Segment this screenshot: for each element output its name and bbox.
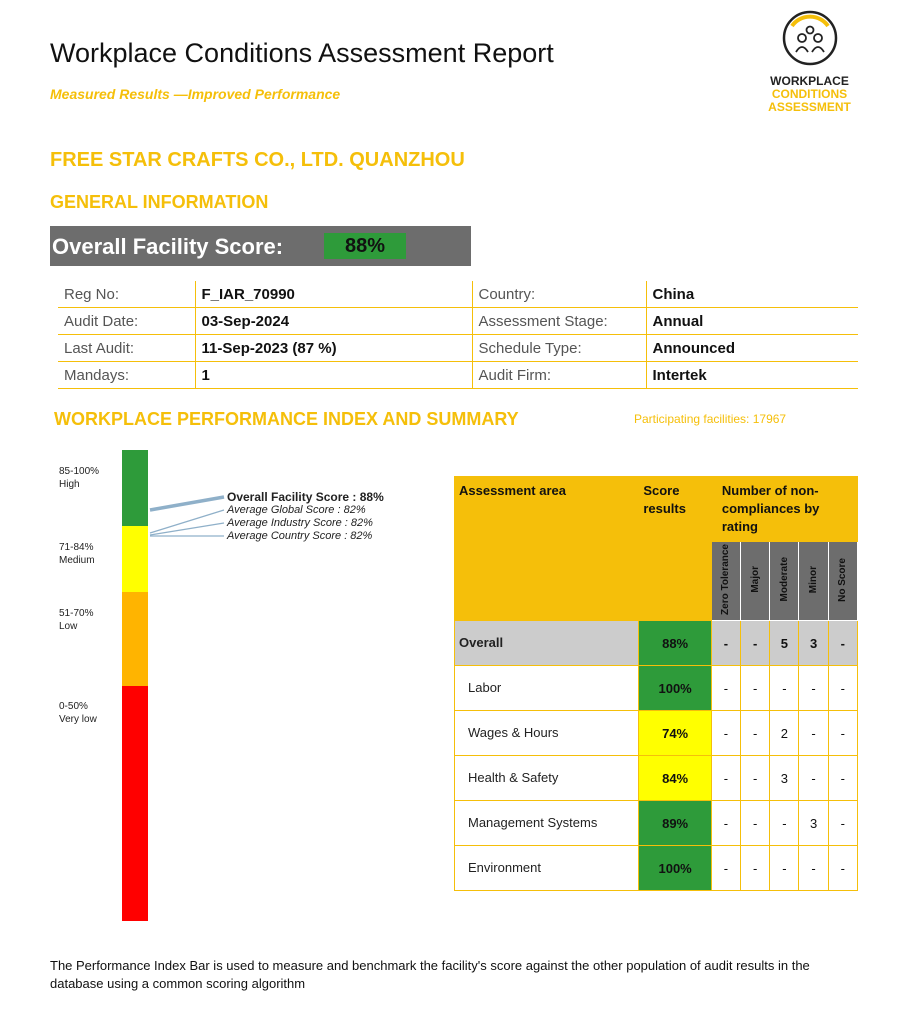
- nc-cell: -: [770, 801, 799, 846]
- nc-cell: -: [711, 711, 740, 756]
- company-name: FREE STAR CRAFTS CO., LTD. QUANZHOU: [50, 149, 465, 171]
- footnote: The Performance Index Bar is used to measure and benchmark the facility's score against the other population of audit results in the database using a common scoring algorithm: [50, 958, 810, 991]
- nc-cell: -: [828, 756, 857, 801]
- legend-industry-score: Average Industry Score : 82%: [227, 517, 373, 529]
- legend-facility-score: Overall Facility Score : 88%: [227, 490, 384, 504]
- general-info-heading: GENERAL INFORMATION: [50, 192, 269, 212]
- table-row: [455, 756, 858, 801]
- report-title: Workplace Conditions Assessment Report: [50, 38, 554, 68]
- rating-label: Major: [749, 566, 761, 593]
- area-name: Labor: [455, 666, 639, 711]
- nc-cell: -: [828, 801, 857, 846]
- table-row: [58, 281, 858, 308]
- summary-table: [454, 476, 858, 891]
- nc-cell: -: [799, 846, 828, 891]
- band-name: Very low: [59, 714, 97, 725]
- country-label: Country:: [472, 281, 646, 308]
- nc-cell: -: [828, 621, 857, 666]
- table-row: [455, 711, 858, 756]
- score-cell: 74%: [639, 711, 712, 756]
- band-label-high: [59, 465, 99, 491]
- table-row: [455, 666, 858, 711]
- logo-text-assessment: ASSESSMENT: [768, 100, 851, 114]
- schedule-label: Schedule Type:: [472, 335, 646, 362]
- wca-logo: [762, 8, 857, 114]
- reg-no-value: F_IAR_70990: [195, 281, 472, 308]
- rating-no-score: [828, 542, 857, 621]
- firm-label: Audit Firm:: [472, 362, 646, 389]
- performance-bar-very-low: [122, 686, 148, 921]
- summary-header-row: [455, 477, 858, 542]
- legend-global-score: Average Global Score : 82%: [227, 504, 366, 516]
- table-row: [58, 308, 858, 335]
- rating-label: Zero Tolerance: [720, 544, 732, 615]
- legend-country-score: Average Country Score : 82%: [227, 530, 373, 542]
- score-cell: 88%: [639, 621, 712, 666]
- nc-cell: -: [741, 621, 770, 666]
- overall-score-value: 88%: [324, 233, 406, 259]
- performance-heading: WORKPLACE PERFORMANCE INDEX AND SUMMARY: [54, 409, 519, 429]
- area-name: Management Systems: [455, 801, 639, 846]
- nc-cell: -: [711, 621, 740, 666]
- band-range: 0-50%: [59, 701, 88, 712]
- mandays-label: Mandays:: [58, 362, 195, 389]
- nc-cell: -: [741, 711, 770, 756]
- overall-score-label: Overall Facility Score:: [52, 234, 284, 259]
- nc-cell: -: [711, 666, 740, 711]
- blank-header-cell: [639, 542, 712, 621]
- col-nc-header: Number of non-compliances by rating: [711, 477, 857, 542]
- stage-label: Assessment Stage:: [472, 308, 646, 335]
- report-subtitle: Measured Results —Improved Performance: [50, 86, 341, 102]
- score-cell: 100%: [639, 666, 712, 711]
- area-name: Wages & Hours: [455, 711, 639, 756]
- band-range: 85-100%: [59, 466, 100, 477]
- band-label-very-low: [59, 700, 97, 726]
- mandays-value: 1: [195, 362, 472, 389]
- rating-moderate: [770, 542, 799, 621]
- performance-bar-low: [122, 592, 148, 686]
- score-cell: 89%: [639, 801, 712, 846]
- area-name: Health & Safety: [455, 756, 639, 801]
- last-audit-value: 11-Sep-2023 (87 %): [195, 335, 472, 362]
- rating-label: Moderate: [778, 557, 790, 602]
- nc-cell: -: [799, 666, 828, 711]
- rating-header-row: [455, 542, 858, 621]
- nc-cell: -: [711, 756, 740, 801]
- participating-facilities: Participating facilities: 17967: [634, 412, 787, 426]
- nc-cell: -: [741, 666, 770, 711]
- band-range: 51-70%: [59, 608, 94, 619]
- people-circle-icon: [780, 8, 840, 68]
- stage-value: Annual: [646, 308, 858, 335]
- overall-score-banner: [50, 226, 471, 266]
- band-label-medium: [59, 541, 95, 567]
- band-name: Medium: [59, 555, 95, 566]
- overall-row: [455, 621, 858, 666]
- rating-label: Minor: [808, 565, 820, 594]
- score-cell: 84%: [639, 756, 712, 801]
- nc-cell: -: [828, 711, 857, 756]
- performance-bar-high: [122, 450, 148, 526]
- last-audit-label: Last Audit:: [58, 335, 195, 362]
- nc-cell: 3: [799, 621, 828, 666]
- nc-cell: -: [799, 711, 828, 756]
- nc-cell: -: [828, 666, 857, 711]
- nc-cell: -: [741, 846, 770, 891]
- general-info-table: [58, 281, 858, 389]
- nc-cell: 2: [770, 711, 799, 756]
- rating-zero-tolerance: [711, 542, 740, 621]
- score-pointer-lines: [148, 488, 228, 548]
- nc-cell: -: [711, 801, 740, 846]
- nc-cell: -: [770, 666, 799, 711]
- band-label-low: [59, 607, 93, 633]
- rating-label: No Score: [837, 557, 849, 602]
- reg-no-label: Reg No:: [58, 281, 195, 308]
- nc-cell: -: [741, 801, 770, 846]
- area-name: Environment: [455, 846, 639, 891]
- table-row: [455, 846, 858, 891]
- band-name: Low: [59, 621, 78, 632]
- schedule-value: Announced: [646, 335, 858, 362]
- nc-cell: 3: [770, 756, 799, 801]
- table-row: [455, 801, 858, 846]
- score-cell: 100%: [639, 846, 712, 891]
- audit-date-value: 03-Sep-2024: [195, 308, 472, 335]
- blank-header-cell: [455, 542, 639, 621]
- nc-cell: -: [799, 756, 828, 801]
- table-row: [58, 335, 858, 362]
- col-score-header: Score results: [639, 477, 712, 542]
- performance-bar-medium: [122, 526, 148, 592]
- nc-cell: -: [770, 846, 799, 891]
- country-value: China: [646, 281, 858, 308]
- band-range: 71-84%: [59, 542, 94, 553]
- band-name: High: [59, 479, 80, 490]
- rating-major: [741, 542, 770, 621]
- rating-minor: [799, 542, 828, 621]
- logo-text-workplace: WORKPLACE: [770, 74, 849, 88]
- area-name: Overall: [455, 621, 639, 666]
- firm-value: Intertek: [646, 362, 858, 389]
- nc-cell: 3: [799, 801, 828, 846]
- audit-date-label: Audit Date:: [58, 308, 195, 335]
- col-area-header: Assessment area: [455, 477, 639, 542]
- table-row: [58, 362, 858, 389]
- nc-cell: 5: [770, 621, 799, 666]
- nc-cell: -: [828, 846, 857, 891]
- nc-cell: -: [741, 756, 770, 801]
- logo-text-conditions: CONDITIONS: [771, 87, 848, 101]
- nc-cell: -: [711, 846, 740, 891]
